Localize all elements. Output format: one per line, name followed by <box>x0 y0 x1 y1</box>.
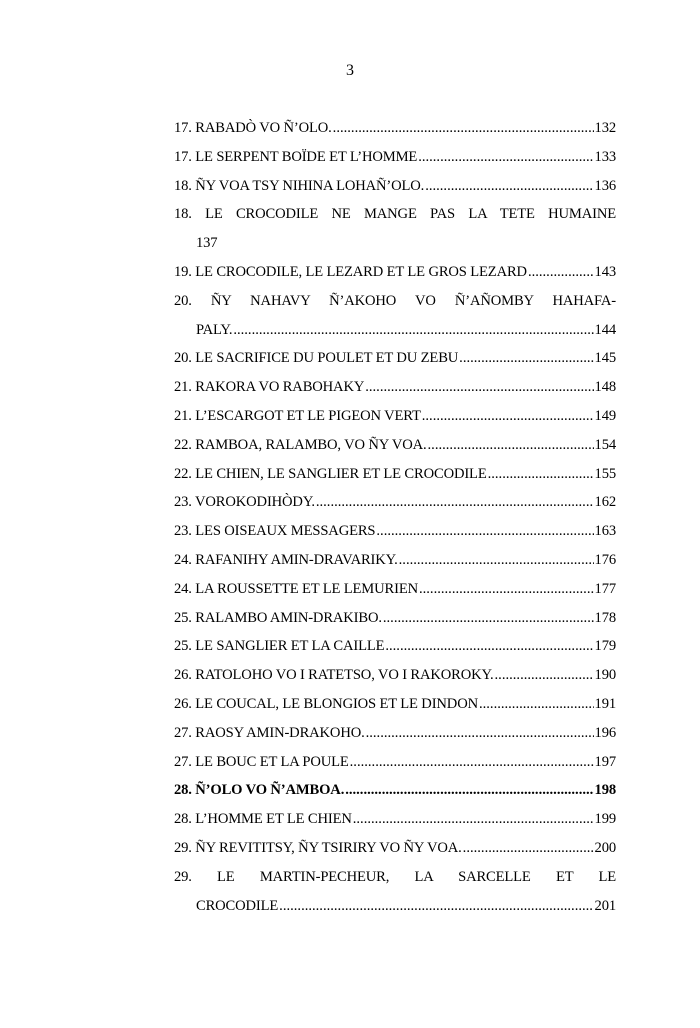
toc-entry-title: CROCODILE <box>196 897 279 914</box>
toc-entry-title: 23. LES OISEAUX MESSAGERS <box>174 523 376 540</box>
dot-leader <box>495 661 594 690</box>
toc-entry-title: 24. LA ROUSSETTE ET LE LEMURIEN <box>174 580 418 597</box>
toc-entry-title: 23. VOROKODIHÒDY. <box>174 494 315 511</box>
toc-entry <box>174 748 616 777</box>
toc-entry-title: 22. RAMBOA, RALAMBO, VO ÑY VOA. <box>174 436 427 453</box>
toc-entry-page: 178 <box>594 609 616 626</box>
toc-entry-page: 155 <box>594 465 616 482</box>
toc-entry <box>174 373 616 402</box>
toc-entry <box>174 143 616 172</box>
toc-entry-page: 196 <box>594 724 616 741</box>
toc-entry <box>174 344 616 373</box>
toc-entry <box>174 517 616 546</box>
toc-entry-page: 200 <box>594 839 616 856</box>
dot-leader <box>528 258 594 287</box>
dot-leader <box>345 776 593 805</box>
toc-entry <box>174 546 616 575</box>
dot-leader <box>428 431 594 460</box>
toc-entry-page: 176 <box>594 551 616 568</box>
toc-entry-title: 27. RAOSY AMIN-DRAKOHO. <box>174 724 365 741</box>
toc-entry <box>174 632 616 661</box>
toc-entry-title: 21. RAKORA VO RABOHAKY <box>174 379 365 396</box>
toc-entry-bold <box>174 776 616 805</box>
toc-entry-title: 28. Ñ’OLO VO Ñ’AMBOA. <box>174 782 345 799</box>
dot-leader <box>419 575 594 604</box>
toc-entry-title: 26. LE COUCAL, LE BLONGIOS ET LE DINDON <box>174 695 478 712</box>
page-number: 3 <box>346 62 354 79</box>
toc-entry-title: 25. RALAMBO AMIN-DRAKIBO. <box>174 609 382 626</box>
toc-entry-title: 25. LE SANGLIER ET LA CAILLE <box>174 638 385 655</box>
dot-leader <box>399 546 594 575</box>
toc-entry-page: 137 <box>196 235 218 252</box>
toc-entry-page: 191 <box>594 695 616 712</box>
toc-entry <box>174 575 616 604</box>
toc-entry-page: 149 <box>594 407 616 424</box>
toc-entry-title: 21. L’ESCARGOT ET LE PIGEON VERT <box>174 407 421 424</box>
dot-leader <box>463 834 594 863</box>
toc-entry-page: 162 <box>594 494 616 511</box>
dot-leader <box>353 805 594 834</box>
toc-entry-title: 17. RABADÒ VO Ñ’OLO. <box>174 120 332 136</box>
dot-leader <box>365 373 593 402</box>
dot-leader <box>366 719 594 748</box>
dot-leader <box>233 316 593 345</box>
toc-entry-title: 26. RATOLOHO VO I RATETSO, VO I RAKOROKY. <box>174 667 494 684</box>
dot-leader <box>376 517 593 546</box>
toc-entry-title: PALY. <box>196 321 233 338</box>
table-of-contents <box>174 114 616 920</box>
toc-entry <box>174 316 616 345</box>
dot-leader <box>279 892 593 921</box>
toc-entry <box>174 719 616 748</box>
toc-entry <box>174 258 616 287</box>
toc-entry <box>174 805 616 834</box>
toc-entry-title: 24. RAFANIHY AMIN-DRAVARIKY. <box>174 551 398 568</box>
toc-entry-title: 19. LE CROCODILE, LE LEZARD ET LE GROS LEZARD <box>174 263 527 280</box>
toc-entry-page: 179 <box>594 638 616 655</box>
toc-entry <box>174 834 616 863</box>
dot-leader <box>422 402 594 431</box>
toc-entry <box>174 488 616 517</box>
toc-entry-page: 177 <box>594 580 616 597</box>
toc-entry-page: 136 <box>594 177 616 194</box>
toc-entry <box>174 402 616 431</box>
toc-entry-page: 201 <box>594 897 616 914</box>
dot-leader <box>385 632 593 661</box>
toc-entry-title: 17. LE SERPENT BOÏDE ET L’HOMME <box>174 148 418 165</box>
toc-entry-title: 18. ÑY VOA TSY NIHINA LOHAÑ’OLO. <box>174 177 425 194</box>
toc-entry-page: 199 <box>594 811 616 828</box>
toc-entry-page: 143 <box>594 263 616 280</box>
dot-leader <box>333 114 594 143</box>
toc-entry <box>174 604 616 633</box>
toc-entry-page: 163 <box>594 523 616 540</box>
toc-entry-page: 132 <box>594 120 616 136</box>
toc-entry <box>174 460 616 489</box>
toc-entry-title: 27. LE BOUC ET LA POULE <box>174 753 349 770</box>
dot-leader <box>418 143 593 172</box>
dot-leader <box>350 748 594 777</box>
dot-leader <box>459 344 593 373</box>
toc-entry-page: 190 <box>594 667 616 684</box>
toc-entry-title-line: 20. ÑY NAHAVY Ñ’AKOHO VO Ñ’AÑOMBY HAHAFA- <box>174 292 616 309</box>
toc-entry-page: 154 <box>594 436 616 453</box>
toc-entry-title: 29. ÑY REVITITSY, ÑY TSIRIRY VO ÑY VOA. <box>174 839 462 856</box>
toc-entry-title-line: 18. LE CROCODILE NE MANGE PAS LA TETE HUMAINE <box>174 206 616 223</box>
toc-entry <box>174 661 616 690</box>
dot-leader <box>316 488 594 517</box>
dot-leader <box>425 172 593 201</box>
toc-entry <box>174 892 616 921</box>
toc-entry <box>174 172 616 201</box>
toc-entry-title: 20. LE SACRIFICE DU POULET ET DU ZEBU <box>174 350 459 367</box>
toc-entry-page: 145 <box>594 350 616 367</box>
toc-entry-page: 133 <box>594 148 616 165</box>
dot-leader <box>488 460 594 489</box>
toc-entry-title-line: 29. LE MARTIN-PECHEUR, LA SARCELLE ET LE <box>174 868 616 885</box>
toc-entry <box>174 690 616 719</box>
toc-entry-page: 198 <box>594 782 616 799</box>
toc-entry-page: 197 <box>594 753 616 770</box>
toc-entry <box>174 114 616 143</box>
dot-leader <box>383 604 594 633</box>
toc-entry-page: 144 <box>594 321 616 338</box>
toc-entry <box>174 431 616 460</box>
toc-entry-title: 22. LE CHIEN, LE SANGLIER ET LE CROCODILE <box>174 465 487 482</box>
toc-entry-title: 28. L’HOMME ET LE CHIEN <box>174 811 352 828</box>
toc-entry-page: 148 <box>594 379 616 396</box>
dot-leader <box>479 690 594 719</box>
